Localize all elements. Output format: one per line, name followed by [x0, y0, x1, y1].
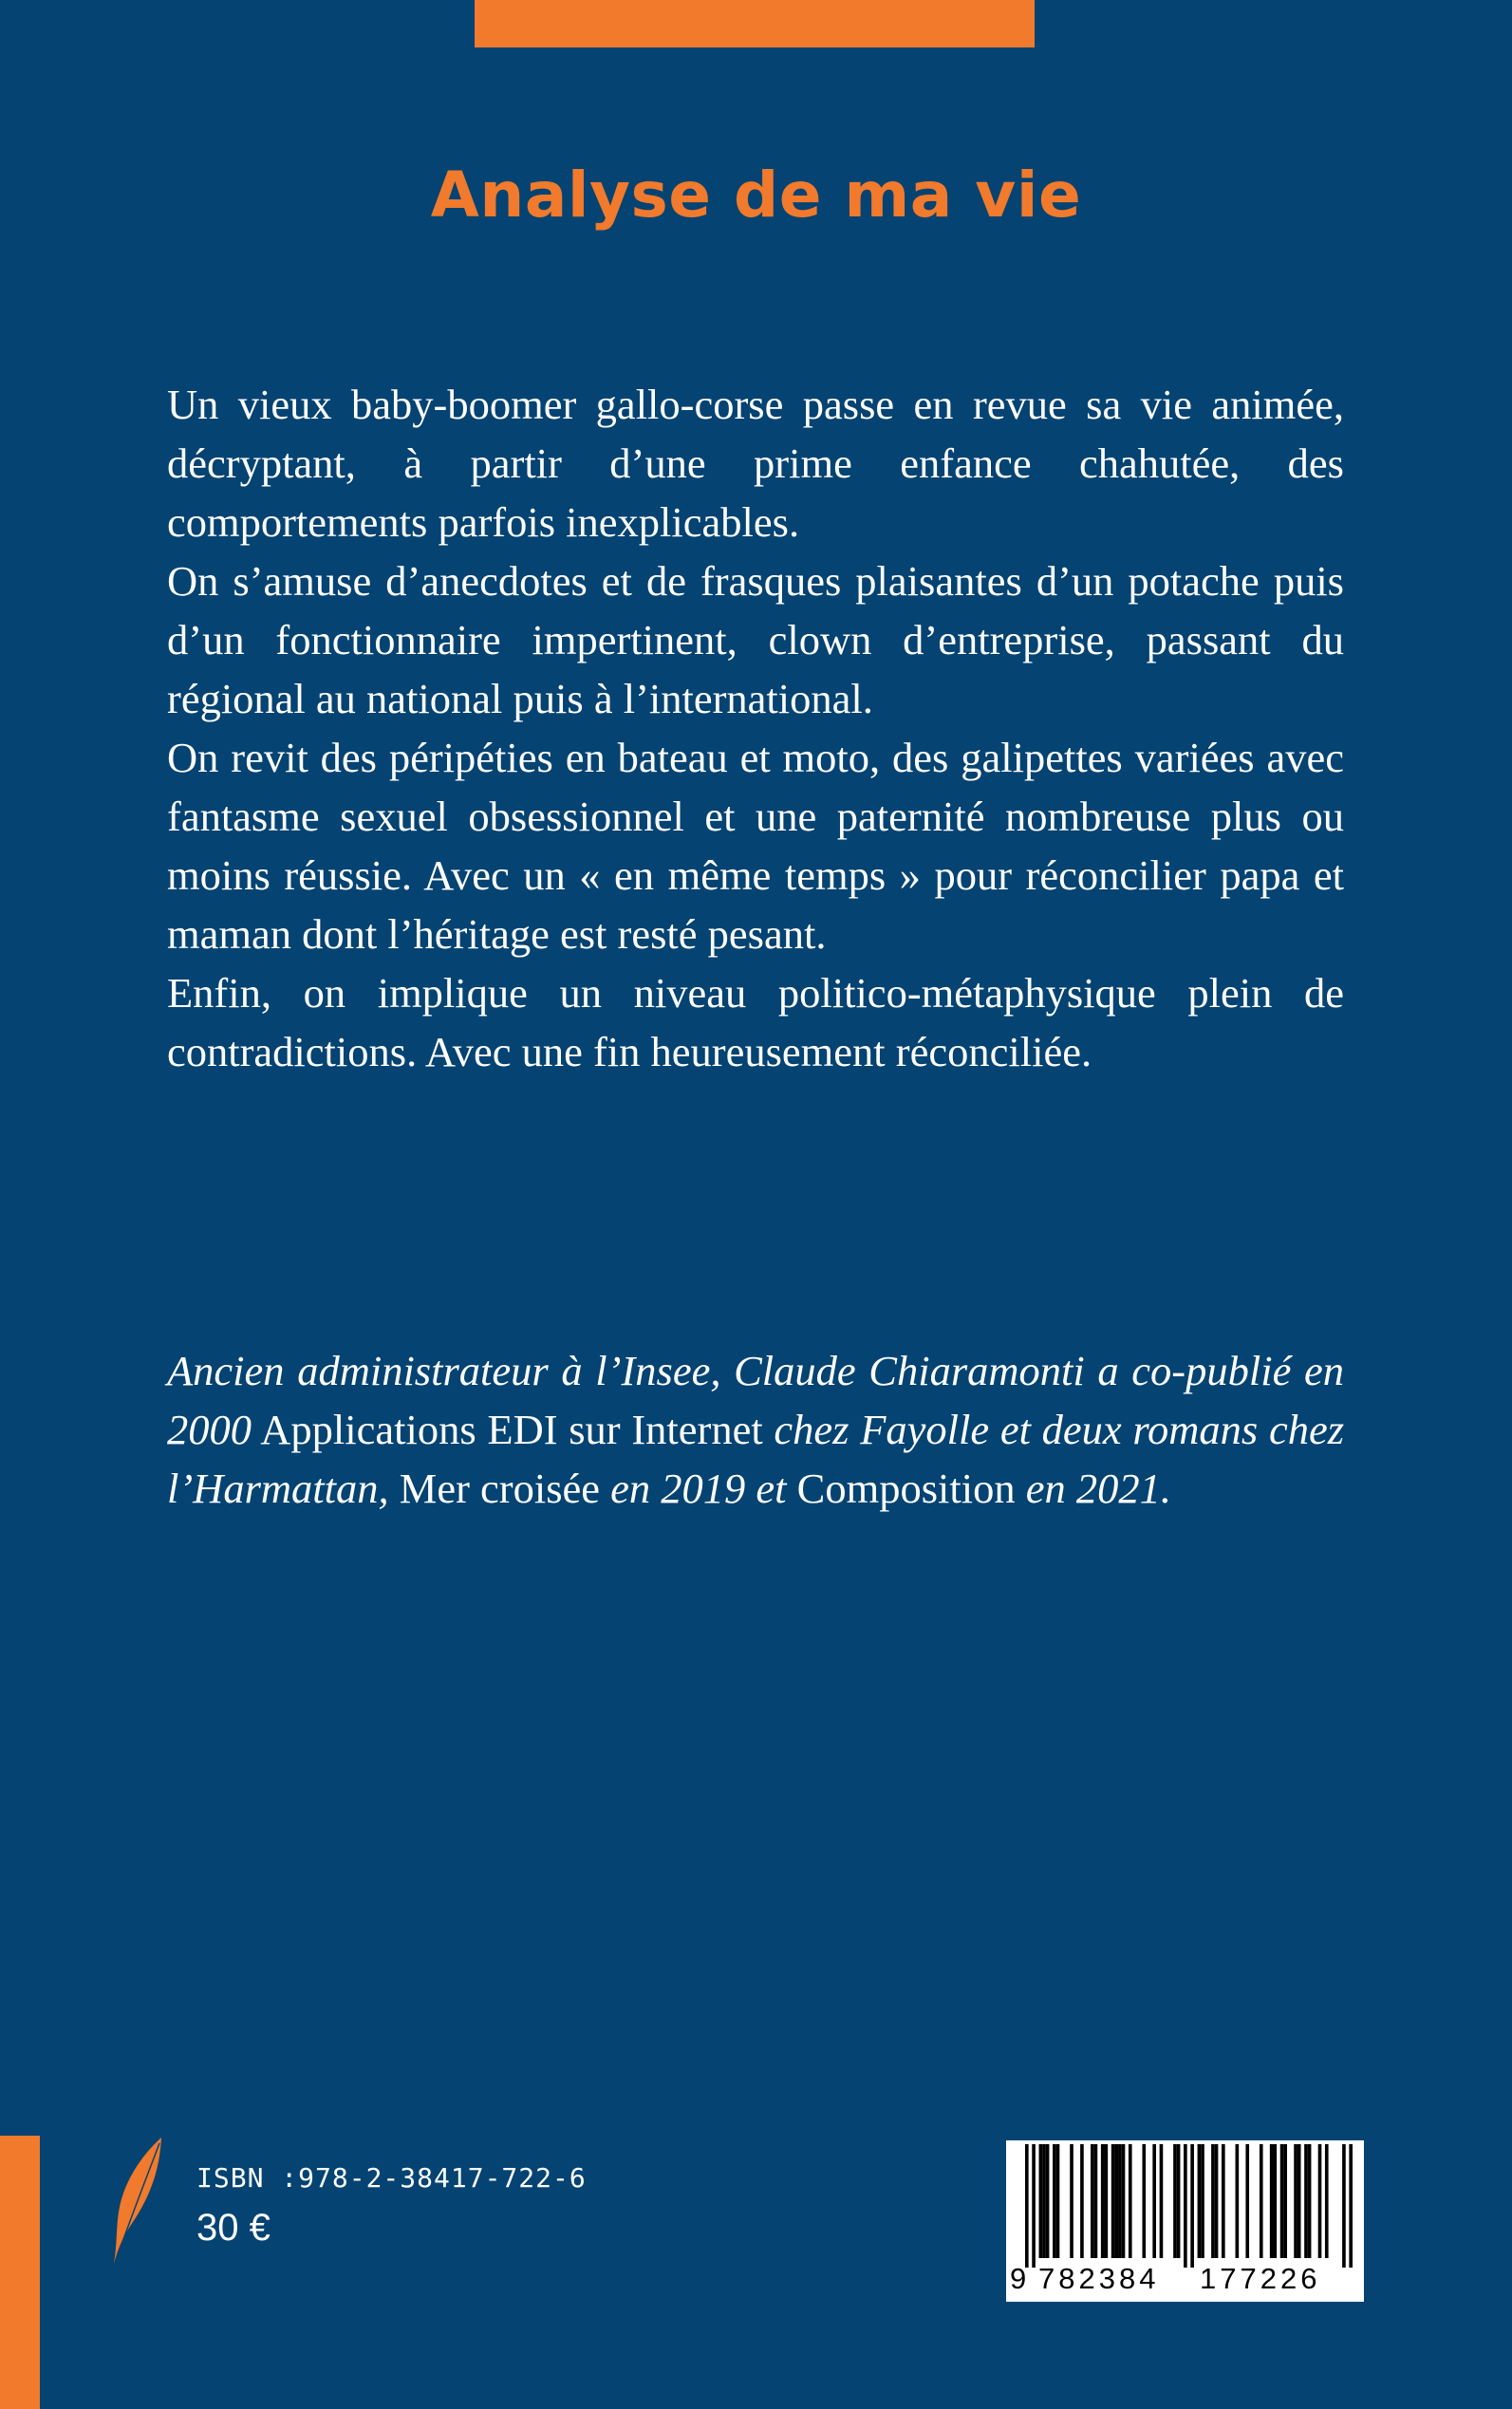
barcode-bar	[1142, 2144, 1146, 2258]
book-title-applications-edi: Applications EDI sur Internet	[260, 1406, 763, 1453]
barcode-bar	[1211, 2144, 1215, 2258]
barcode-bar	[1222, 2144, 1225, 2258]
author-bio-text: en 2019 et	[610, 1465, 787, 1512]
barcode-left-group: 782384	[1038, 2262, 1160, 2295]
barcode-bar	[1152, 2144, 1156, 2258]
barcode-bar	[1215, 2144, 1219, 2258]
barcode-bar	[1032, 2144, 1036, 2268]
barcode-bar	[1056, 2144, 1060, 2258]
author-bio-text: chez Fayolle et deux romans chez l’Harmattan,	[167, 1406, 1345, 1512]
barcode-bar	[1105, 2144, 1109, 2258]
left-accent-tab	[0, 2136, 40, 2409]
price-label: 30 €	[196, 2207, 271, 2249]
barcode-bar	[1190, 2144, 1194, 2268]
barcode-bar	[1260, 2144, 1263, 2258]
author-bio-text: Ancien administrateur à l’Insee, Claude Chiaramonti a co-publié en 2000	[167, 1347, 1344, 1453]
barcode-first-digit: 9	[1010, 2262, 1027, 2295]
barcode-bar	[1070, 2144, 1073, 2258]
barcode-right-group: 177226	[1200, 2262, 1321, 2295]
blurb-paragraph: On s’amuse d’anecdotes et de frasques plaisantes d’un potache puis d’un fonctionnaire impertinent, clown d’entreprise, passant du régional au national puis à l’international.	[167, 557, 1344, 722]
barcode-bar	[1046, 2144, 1050, 2258]
barcode-bar	[1091, 2144, 1094, 2258]
barcode-bar	[1122, 2144, 1126, 2258]
barcode-bar	[1177, 2144, 1181, 2258]
barcode-bar	[1039, 2144, 1043, 2258]
barcode-bar	[1160, 2144, 1164, 2258]
barcode-bar	[1053, 2144, 1056, 2258]
barcode-bar	[1280, 2144, 1284, 2258]
barcode-bar	[1025, 2144, 1029, 2268]
barcode-bar	[1283, 2144, 1287, 2258]
barcode-bar	[1094, 2144, 1098, 2258]
barcode-digits	[1010, 2262, 1361, 2300]
barcode-bar	[1304, 2144, 1308, 2258]
barcode-bar	[1308, 2144, 1312, 2258]
barcode-bar	[1325, 2144, 1329, 2258]
barcode-bar	[1184, 2144, 1187, 2268]
barcode-bar	[1101, 2144, 1105, 2258]
book-title: Analyse de ma vie	[430, 159, 1082, 232]
barcode-bar	[1198, 2144, 1202, 2258]
author-bio	[167, 1341, 1344, 1518]
author-bio-text: en 2021.	[1025, 1465, 1171, 1512]
book-title-mer-croisee: Mer croisée	[399, 1465, 601, 1512]
blurb-paragraph: Un vieux baby-boomer gallo-corse passe en revue sa vie animée, décryptant, à partir d’une prime enfance chahutée, des comportements parfois inexplicables.	[167, 381, 1344, 546]
barcode	[1006, 2140, 1364, 2302]
book-title-composition: Composition	[796, 1465, 1016, 1512]
barcode-bar	[1042, 2144, 1046, 2258]
barcode-bar	[1273, 2144, 1277, 2258]
barcode-bar	[1245, 2144, 1249, 2258]
barcode-bar	[1318, 2144, 1322, 2258]
isbn-label: ISBN :978-2-38417-722-6	[196, 2162, 587, 2194]
barcode-bars	[1025, 2144, 1353, 2268]
back-cover-blurb	[167, 375, 1344, 1081]
top-accent-tab	[475, 0, 1035, 47]
feather-icon	[106, 2136, 173, 2269]
barcode-bar	[1349, 2144, 1353, 2268]
barcode-bar	[1342, 2144, 1346, 2268]
barcode-bar	[1080, 2144, 1084, 2258]
barcode-bar	[1173, 2144, 1177, 2258]
barcode-bar	[1114, 2144, 1118, 2258]
barcode-bar	[1270, 2144, 1274, 2258]
blurb-paragraph: Enfin, on implique un niveau politico-métaphysique plein de contradictions. Avec une fin heureusement réconciliée.	[167, 969, 1344, 1075]
barcode-bar	[1118, 2144, 1122, 2258]
barcode-bar	[1297, 2144, 1301, 2258]
barcode-bar	[1236, 2144, 1240, 2258]
barcode-bar	[1201, 2144, 1204, 2258]
barcode-bar	[1111, 2144, 1115, 2258]
blurb-paragraph: On revit des péripéties en bateau et moto, des galipettes variées avec fantasme sexuel obsessionnel et une paternité nombreuse plus ou moins réussie. Avec un « en même temps » pour réconcilier papa et maman dont l’héritage est resté pesant.	[167, 734, 1344, 958]
barcode-bar	[1294, 2144, 1297, 2258]
barcode-bar	[1129, 2144, 1132, 2258]
